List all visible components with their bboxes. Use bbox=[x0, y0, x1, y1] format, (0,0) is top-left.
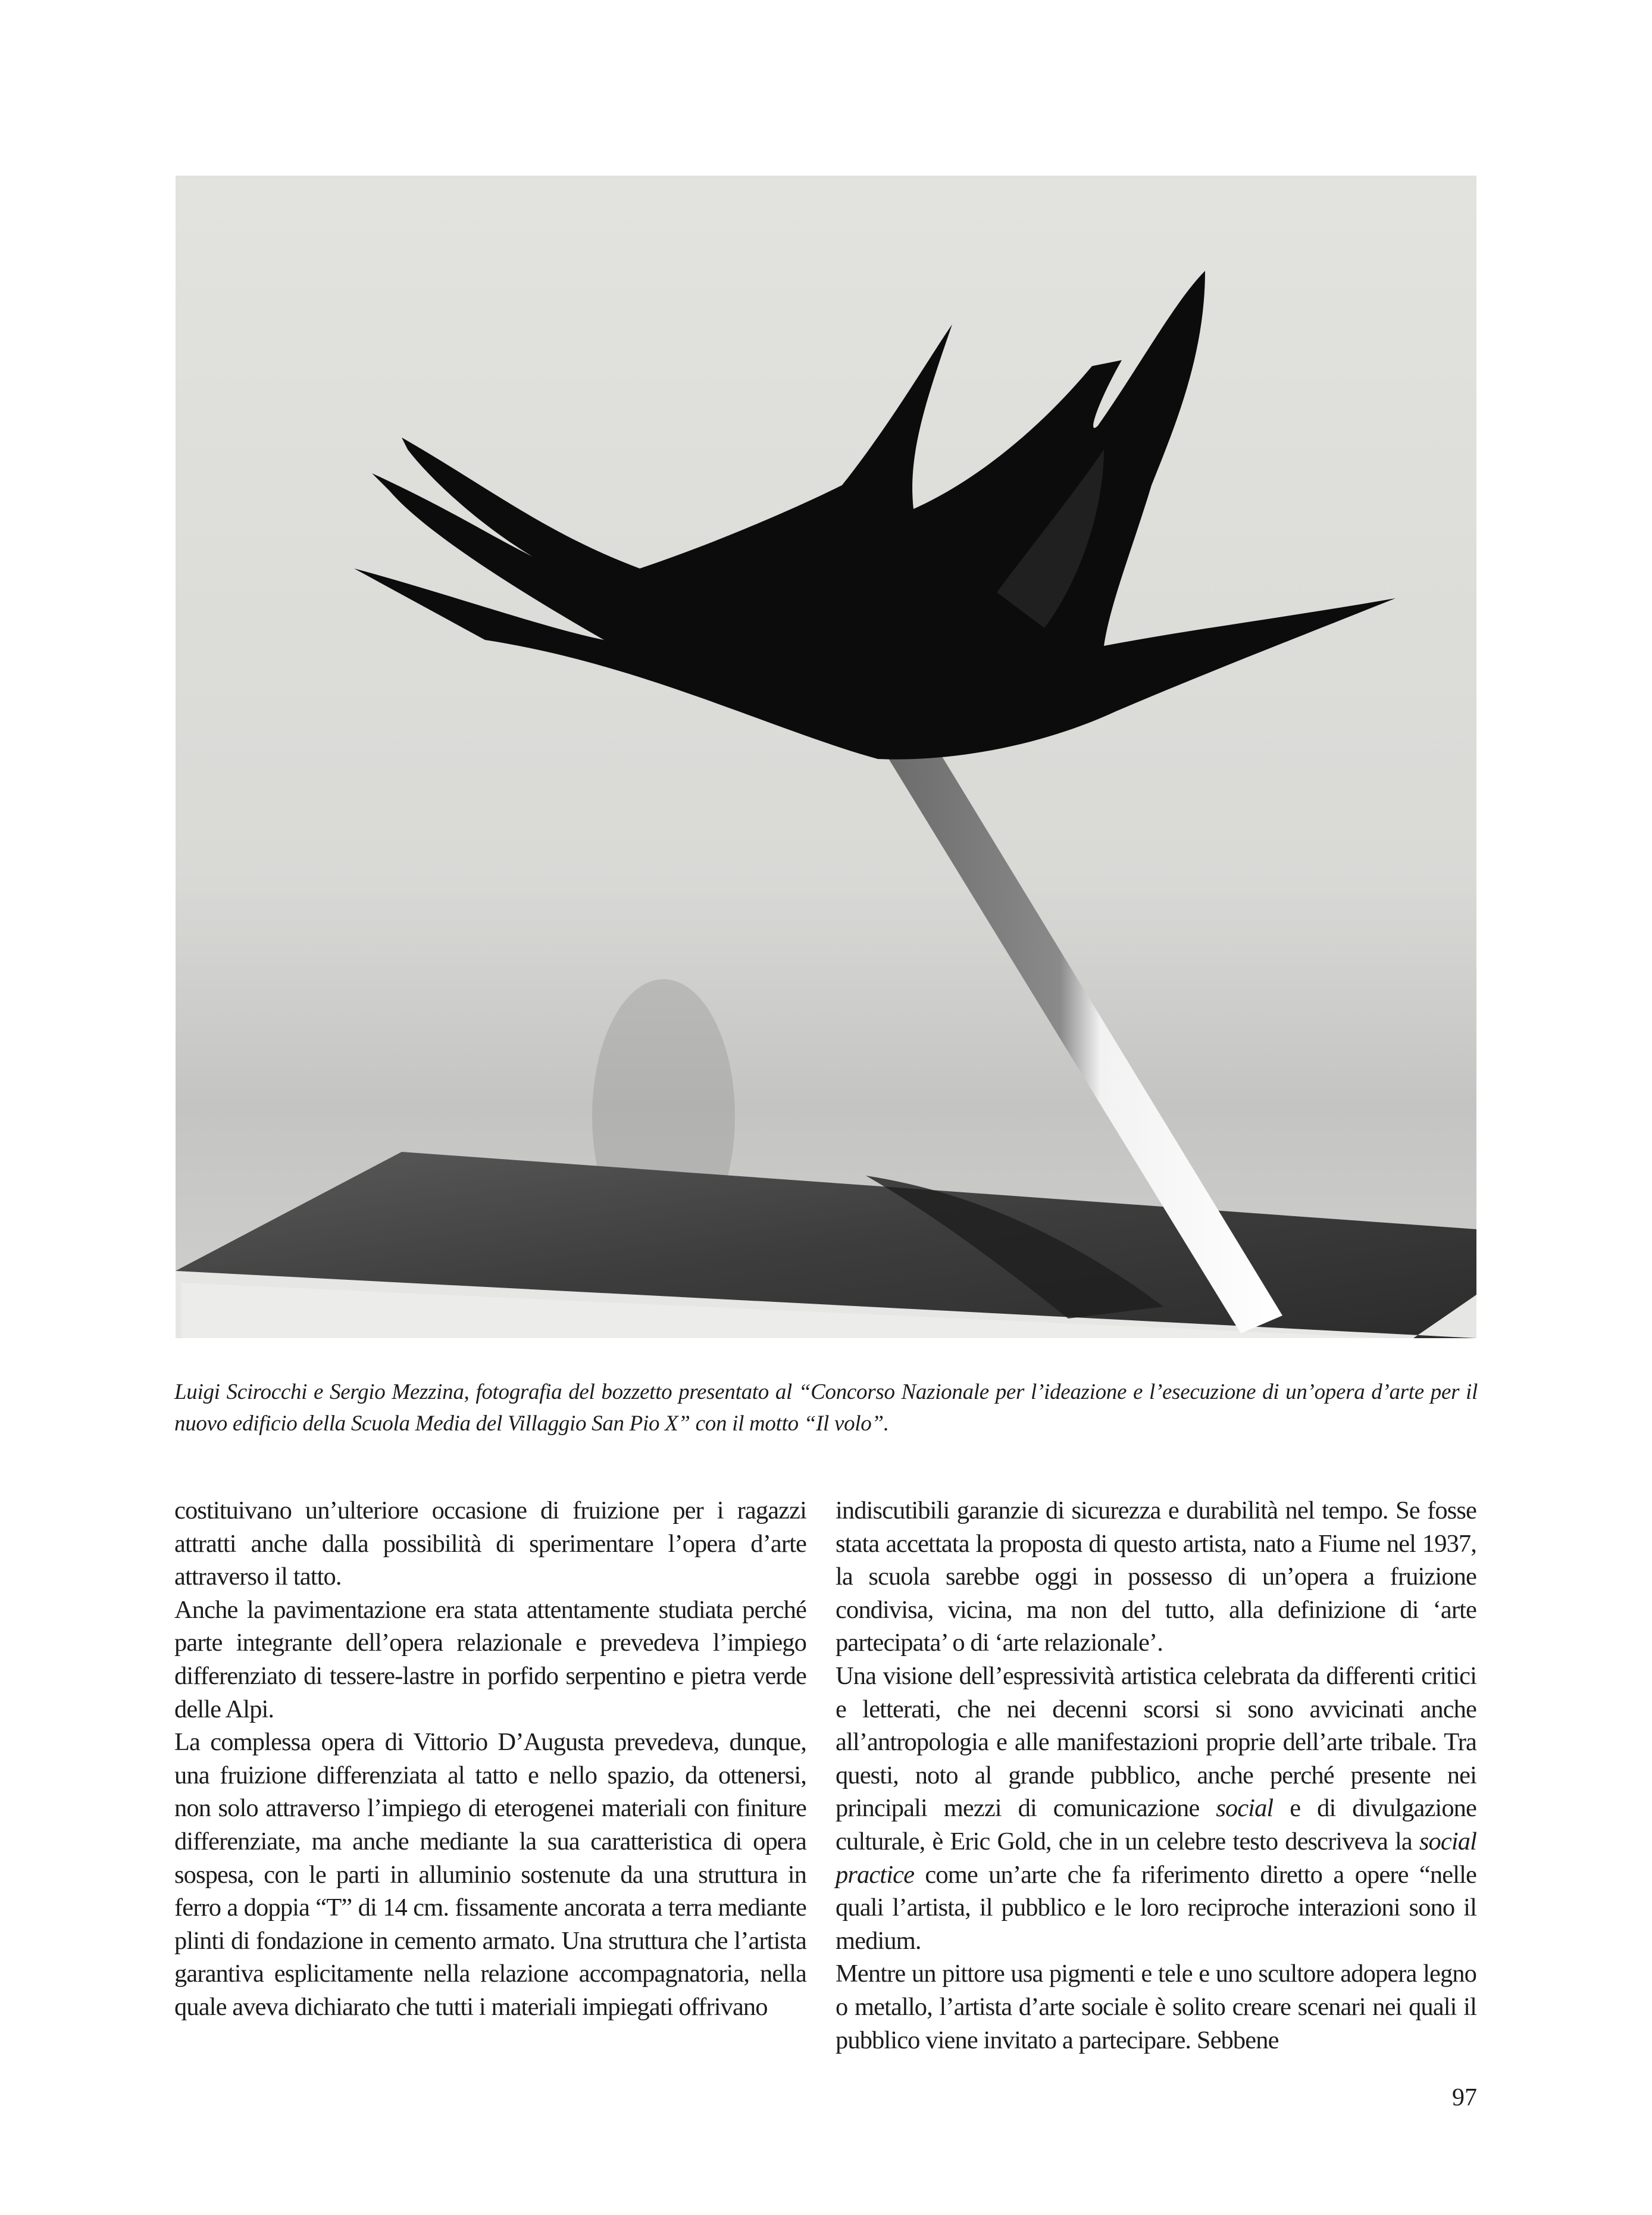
emphasis-social-practice: social practice bbox=[836, 1827, 1476, 1889]
figure-caption: Luigi Scirocchi e Sergio Mezzina, fotografia del bozzetto presentato al “Concorso Nazionale per l’ideazione e l’esecuzione di un’opera d’arte per il nuovo edificio della Scuola Media del Villaggio San Pio X” con il motto “Il volo”. bbox=[174, 1380, 1478, 1436]
paragraph: costituivano un’ulteriore occasione di fruizione per i ragazzi attratti anche dalla possibilità di sperimentare l’opera d’arte attraverso il tatto. bbox=[174, 1497, 806, 1591]
paragraph: Anche la pavimentazione era stata attentamente studiata perché parte integrante dell’opera relazionale e prevedeva l’impiego differenziato di tessere-lastre in porfido serpentino e pietra verde delle Alpi. bbox=[174, 1595, 806, 1723]
sculpture-photo-icon bbox=[176, 176, 1476, 1338]
left-column bbox=[174, 1494, 806, 2024]
page-number: 97 bbox=[1452, 2084, 1477, 2111]
text-run: e di divulgazione culturale, è Eric Gold, che in un celebre testo descriveva la bbox=[836, 1794, 1476, 1855]
backdrop bbox=[176, 176, 1476, 1338]
right-column bbox=[836, 1494, 1476, 2057]
paragraph bbox=[836, 1660, 1476, 1957]
paragraph: indiscutibili garanzie di sicurezza e durabilità nel tempo. Se fosse stata accettata la proposta di questo artista, nato a Fiume nel 1937, la scuola sarebbe oggi in possesso di un’opera a fruizione condivisa, vicina, ma non del tutto, alla definizione di ‘arte partecipata’ o di ‘arte relazionale’. bbox=[836, 1497, 1476, 1657]
paragraph: La complessa opera di Vittorio D’Augusta prevedeva, dunque, una fruizione differenziata al tatto e nello spazio, da ottenersi, non solo attraverso l’impiego di eterogenei materiali con finiture differenziate, ma anche mediante la sua caratteristica di opera sospesa, con le parti in alluminio sostenute da una struttura in ferro a doppia “T” di 14 cm. fissamente ancorata a terra mediante plinti di fondazione in cemento armato. Una struttura che l’artista garantiva esplicitamente nella relazione accompagnatoria, nella quale aveva dichiarato che tutti i materiali impiegati offrivano bbox=[174, 1728, 806, 2021]
sculpture-photograph bbox=[176, 176, 1476, 1338]
text-run: come un’arte che fa riferimento diretto a opere “nelle quali l’artista, il pubblico e le loro reciproche interazioni sono il medium. bbox=[836, 1860, 1476, 1955]
paragraph: Mentre un pittore usa pigmenti e tele e uno scultore adopera legno o metallo, l’artista d’arte sociale è solito creare scenari nei quali il pubblico viene invitato a partecipare. Sebbene bbox=[836, 1960, 1476, 2054]
emphasis-social: social bbox=[1216, 1794, 1274, 1823]
text-run: Una visione dell’espressività artistica celebrata da differenti critici e letterati, che nei decenni scorsi si sono avvicinati anche all’antropologia e alle manifestazioni proprie dell’arte tribale. Tra questi, noto al grande pubblico, anche perché presente nei principali mezzi di comunicazione bbox=[836, 1661, 1476, 1823]
